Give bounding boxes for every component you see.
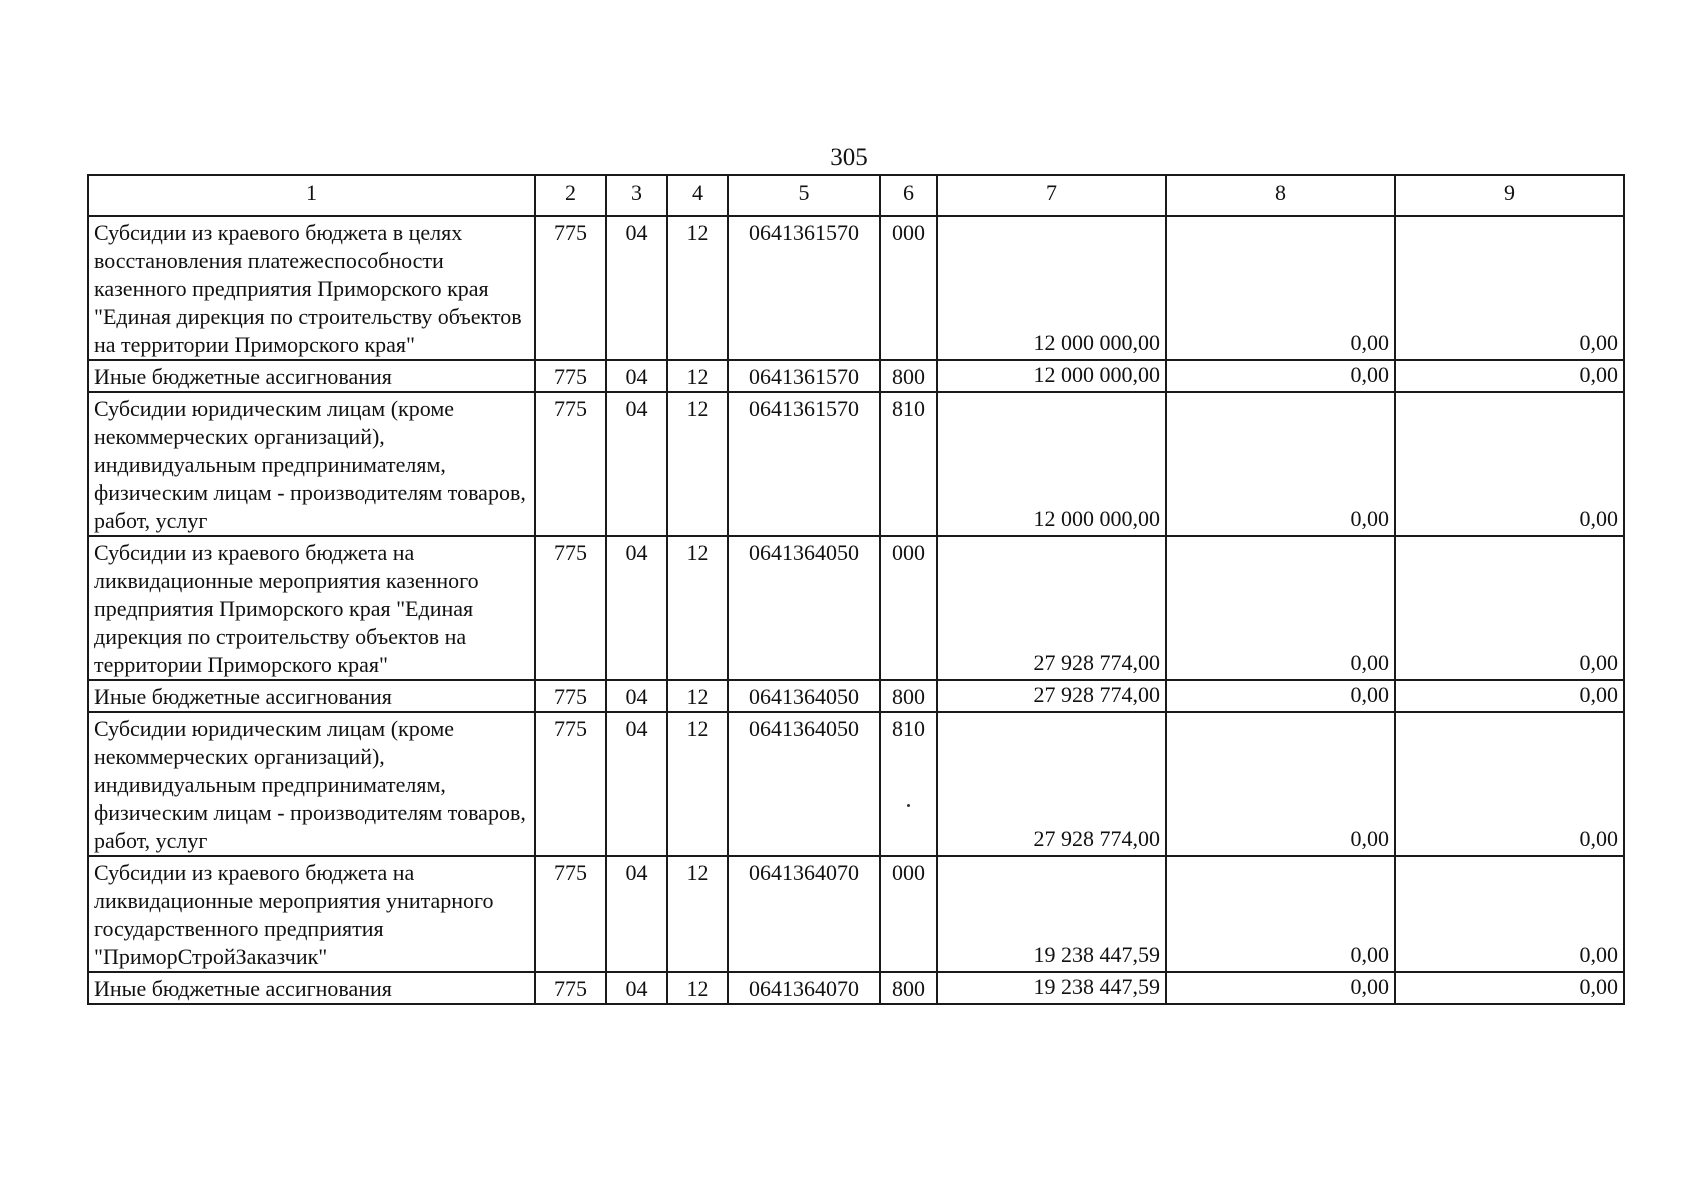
row-code: 04 — [606, 712, 667, 856]
table-row — [88, 856, 1624, 972]
row-code: 0641361570 — [728, 216, 880, 360]
row-amount: 0,00 — [1395, 712, 1624, 856]
table-row — [88, 536, 1624, 680]
row-amount: 27 928 774,00 — [937, 536, 1166, 680]
row-code: 12 — [667, 536, 728, 680]
budget-table — [87, 174, 1625, 1005]
row-code: 000 — [880, 856, 937, 972]
column-header: 4 — [667, 175, 728, 216]
row-code: 0641364070 — [728, 972, 880, 1004]
column-header: 5 — [728, 175, 880, 216]
row-code: 775 — [535, 536, 606, 680]
row-code: 775 — [535, 392, 606, 536]
row-code: 0641364070 — [728, 856, 880, 972]
row-code: 810 — [880, 392, 937, 536]
row-name: Субсидии из краевого бюджета в целях восстановления платежеспособности казенного предприятия Приморского края "Единая дирекция по строительству объектов на территории Приморского края" — [88, 216, 535, 360]
row-code: 12 — [667, 712, 728, 856]
row-name: Субсидии юридическим лицам (кроме некоммерческих организаций), индивидуальным предпринимателям, физическим лицам - производителям товаров, работ, услуг — [88, 712, 535, 856]
row-code: 800 — [880, 360, 937, 392]
row-amount: 0,00 — [1166, 712, 1395, 856]
column-header: 7 — [937, 175, 1166, 216]
row-code: 775 — [535, 712, 606, 856]
row-code: 775 — [535, 972, 606, 1004]
row-code: 12 — [667, 392, 728, 536]
row-code: 04 — [606, 536, 667, 680]
column-header: 2 — [535, 175, 606, 216]
table-row — [88, 360, 1624, 392]
row-name: Субсидии из краевого бюджета на ликвидационные мероприятия казенного предприятия Приморского края "Единая дирекция по строительству объектов на территории Приморского края" — [88, 536, 535, 680]
row-amount: 12 000 000,00 — [937, 216, 1166, 360]
row-amount: 0,00 — [1395, 392, 1624, 536]
row-amount: 12 000 000,00 — [937, 392, 1166, 536]
row-amount: 0,00 — [1395, 680, 1624, 712]
row-code: 0641364050 — [728, 536, 880, 680]
row-code: 0641364050 — [728, 680, 880, 712]
row-code: 12 — [667, 360, 728, 392]
row-amount: 0,00 — [1166, 216, 1395, 360]
header-row — [88, 175, 1624, 216]
row-code: 04 — [606, 392, 667, 536]
row-code: 04 — [606, 856, 667, 972]
row-name: Иные бюджетные ассигнования — [88, 680, 535, 712]
row-amount: 0,00 — [1395, 360, 1624, 392]
row-amount: 27 928 774,00 — [937, 712, 1166, 856]
row-amount: 0,00 — [1166, 680, 1395, 712]
row-amount: 12 000 000,00 — [937, 360, 1166, 392]
scan-speck — [907, 804, 910, 807]
column-header: 9 — [1395, 175, 1624, 216]
row-amount: 0,00 — [1395, 536, 1624, 680]
row-amount: 19 238 447,59 — [937, 856, 1166, 972]
column-header: 8 — [1166, 175, 1395, 216]
column-header: 1 — [88, 175, 535, 216]
page-number: 305 — [830, 144, 868, 171]
table-row — [88, 680, 1624, 712]
row-amount: 0,00 — [1166, 972, 1395, 1004]
row-code: 04 — [606, 680, 667, 712]
row-code: 12 — [667, 972, 728, 1004]
row-amount: 0,00 — [1395, 216, 1624, 360]
row-code: 800 — [880, 972, 937, 1004]
row-code: 800 — [880, 680, 937, 712]
row-code: 04 — [606, 216, 667, 360]
row-amount: 0,00 — [1166, 856, 1395, 972]
row-code: 000 — [880, 536, 937, 680]
column-header: 3 — [606, 175, 667, 216]
row-amount: 0,00 — [1395, 972, 1624, 1004]
row-amount: 27 928 774,00 — [937, 680, 1166, 712]
row-code: 0641361570 — [728, 392, 880, 536]
row-amount: 0,00 — [1166, 392, 1395, 536]
row-name: Иные бюджетные ассигнования — [88, 972, 535, 1004]
row-name: Субсидии юридическим лицам (кроме некоммерческих организаций), индивидуальным предпринимателям, физическим лицам - производителям товаров, работ, услуг — [88, 392, 535, 536]
row-code: 775 — [535, 360, 606, 392]
row-code: 04 — [606, 360, 667, 392]
row-amount: 19 238 447,59 — [937, 972, 1166, 1004]
row-name: Субсидии из краевого бюджета на ликвидационные мероприятия унитарного государственного предприятия "ПриморСтройЗаказчик" — [88, 856, 535, 972]
row-code: 0641361570 — [728, 360, 880, 392]
table-row — [88, 216, 1624, 360]
row-code: 12 — [667, 216, 728, 360]
row-code: 000 — [880, 216, 937, 360]
row-code: 775 — [535, 680, 606, 712]
table-row — [88, 972, 1624, 1004]
column-header: 6 — [880, 175, 937, 216]
row-code: 12 — [667, 680, 728, 712]
table-row — [88, 392, 1624, 536]
row-code: 12 — [667, 856, 728, 972]
row-amount: 0,00 — [1395, 856, 1624, 972]
row-code: 775 — [535, 856, 606, 972]
row-code: 0641364050 — [728, 712, 880, 856]
row-code: 810 — [880, 712, 937, 856]
row-code: 775 — [535, 216, 606, 360]
table-row — [88, 712, 1624, 856]
row-amount: 0,00 — [1166, 536, 1395, 680]
row-code: 04 — [606, 972, 667, 1004]
row-amount: 0,00 — [1166, 360, 1395, 392]
row-name: Иные бюджетные ассигнования — [88, 360, 535, 392]
